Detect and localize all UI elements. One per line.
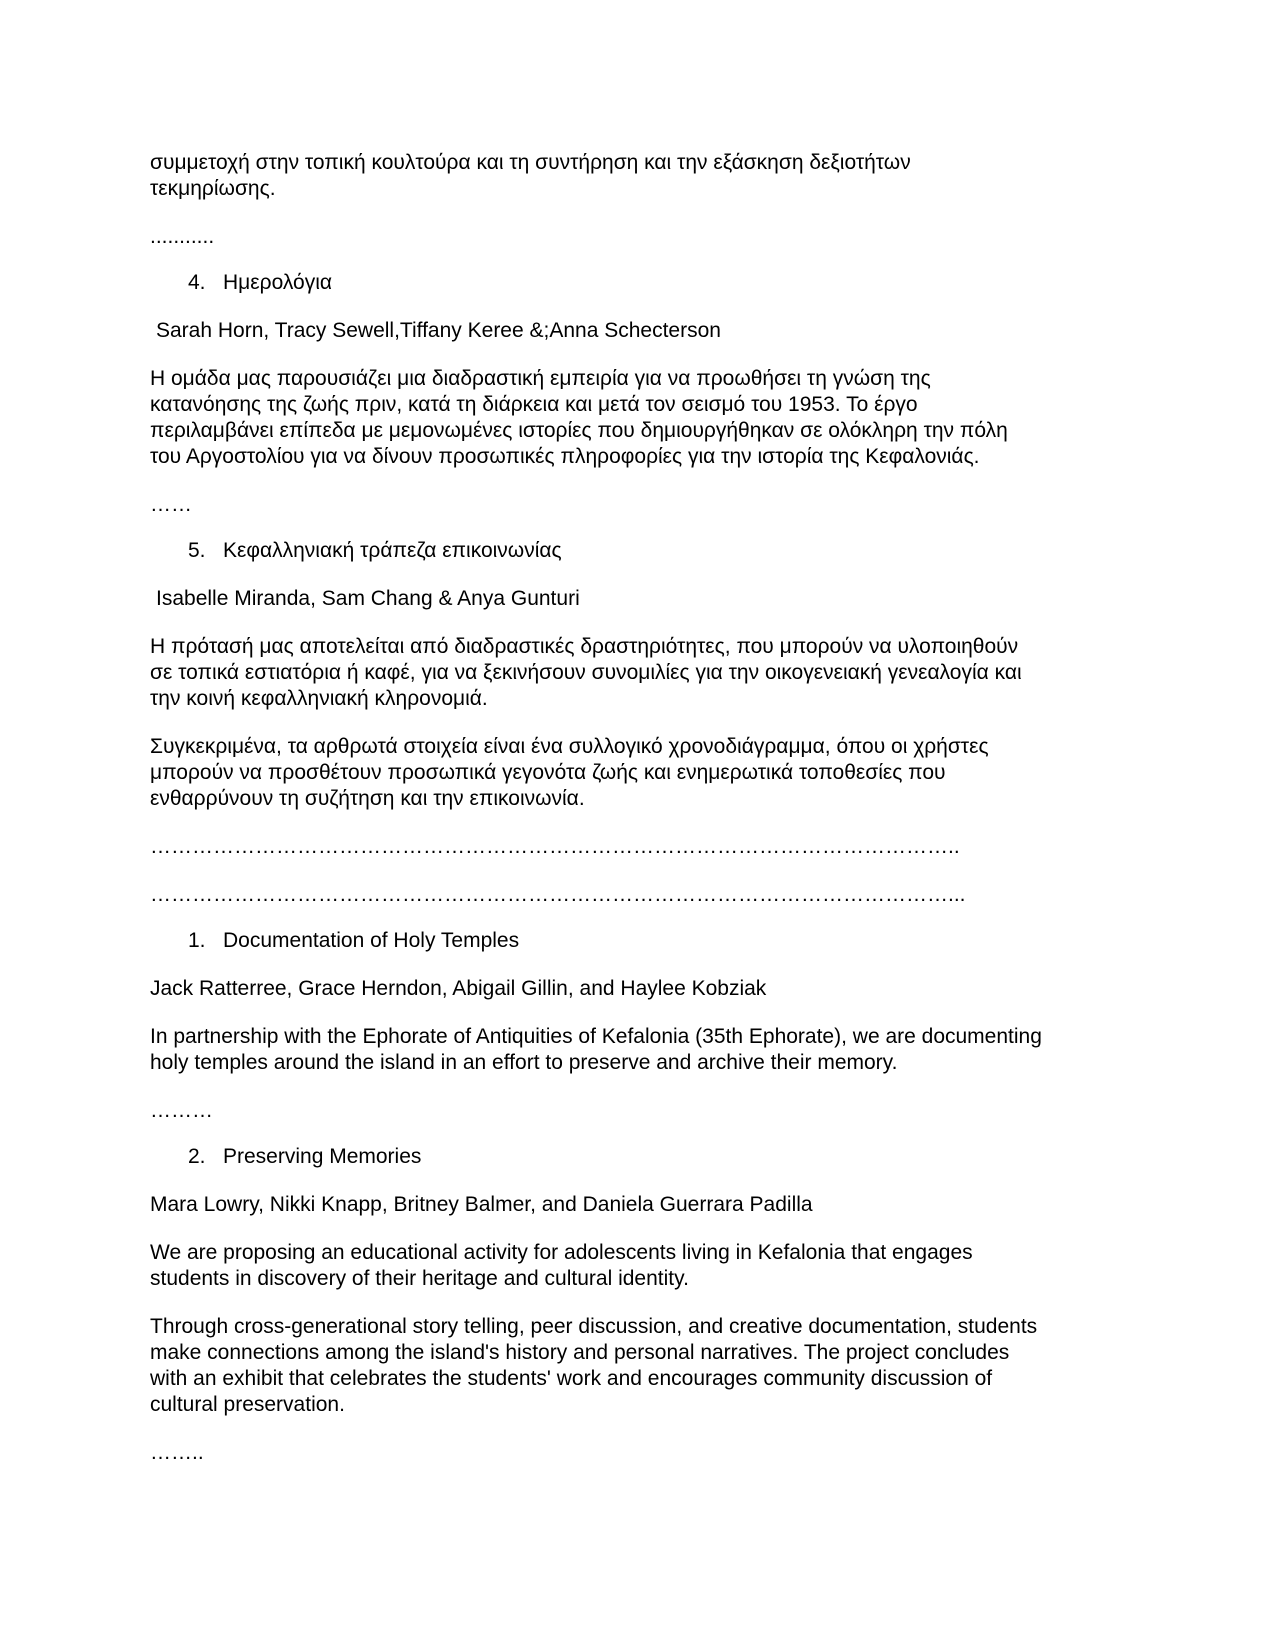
separator-dots: ……………………………………………………………………………………………………... xyxy=(150,883,966,906)
separator-dots: …………………………………………………………………………………………………….. xyxy=(150,835,960,858)
project-heading-5 xyxy=(150,538,1140,564)
project-heading-4 xyxy=(150,270,1140,296)
project-authors: Sarah Horn, Tracy Sewell,Tiffany Keree &;Anna Schecterson xyxy=(156,319,721,342)
project-heading-2 xyxy=(150,1144,1140,1170)
project-description: We are proposing an educational activity for adolescents living in Kefalonia that engages students in discovery of their heritage and cultural identity. xyxy=(150,1241,973,1290)
separator-dots: ……… xyxy=(150,1099,213,1122)
project-authors: Mara Lowry, Nikki Knapp, Britney Balmer, and Daniela Guerrara Padilla xyxy=(150,1193,813,1216)
project-description: Η ομάδα μας παρουσιάζει μια διαδραστική εμπειρία για να προωθήσει τη γνώση της κατανόησης της ζωής πριν, κατά τη διάρκεια και μετά τον σεισμό του 1953. Το έργο περιλαμβάνει επίπεδα με μεμονωμένες ιστορίες που δημιουργήθηκαν σε ολόκληρη την πόλη του Αργοστολίου για να δίνουν προσωπικές πληροφορίες για την ιστορία της Κεφαλονιάς. xyxy=(150,367,1008,468)
project-authors: Jack Ratterree, Grace Herndon, Abigail Gillin, and Haylee Kobziak xyxy=(150,977,767,1000)
project-description: In partnership with the Ephorate of Antiquities of Kefalonia (35th Ephorate), we are documenting holy temples around the island in an effort to preserve and archive their memory. xyxy=(150,1025,1042,1074)
project-description-details: Through cross-generational story telling, peer discussion, and creative documentation, students make connections among the island's history and personal narratives. The project concludes with an exhibit that celebrates the students' work and encourages community discussion of cultural preservation. xyxy=(150,1315,1038,1416)
project-description: Η πρότασή μας αποτελείται από διαδραστικές δραστηριότητες, που μπορούν να υλοποιηθούν σε τοπικά εστιατόρια ή καφέ, για να ξεκινήσουν συνομιλίες για την οικογενειακή γενεαλογία και την κοινή κεφαλληνιακή κληρονομιά. xyxy=(150,635,1022,710)
separator-dots: ........... xyxy=(150,225,215,248)
project-title: Ημερολόγια xyxy=(223,271,333,294)
separator-dots: …… xyxy=(150,493,192,516)
paragraph-intro-continued: συμμετοχή στην τοπική κουλτούρα και τη συντήρηση και την εξάσκηση δεξιοτήτων τεκμηρίωσης. xyxy=(150,151,911,200)
document-content xyxy=(150,150,1140,1466)
project-description-details: Συγκεκριμένα, τα αρθρωτά στοιχεία είναι ένα συλλογικό χρονοδιάγραμμα, όπου οι χρήστες μπορούν να προσθέτουν προσωπικά γεγονότα ζωής και ενημερωτικά τοποθεσίες που ενθαρρύνουν τη συζήτηση και την επικοινωνία. xyxy=(150,735,989,810)
project-title: Documentation of Holy Temples xyxy=(223,929,520,952)
project-number: 1. xyxy=(188,929,206,952)
project-number: 2. xyxy=(188,1145,206,1168)
project-number: 5. xyxy=(188,539,206,562)
project-heading-1 xyxy=(150,928,1140,954)
separator-dots: …….. xyxy=(150,1441,204,1464)
project-number: 4. xyxy=(188,271,206,294)
project-title: Preserving Memories xyxy=(223,1145,422,1168)
project-title: Κεφαλληνιακή τράπεζα επικοινωνίας xyxy=(223,539,562,562)
project-authors: Isabelle Miranda, Sam Chang & Anya Gunturi xyxy=(156,587,580,610)
